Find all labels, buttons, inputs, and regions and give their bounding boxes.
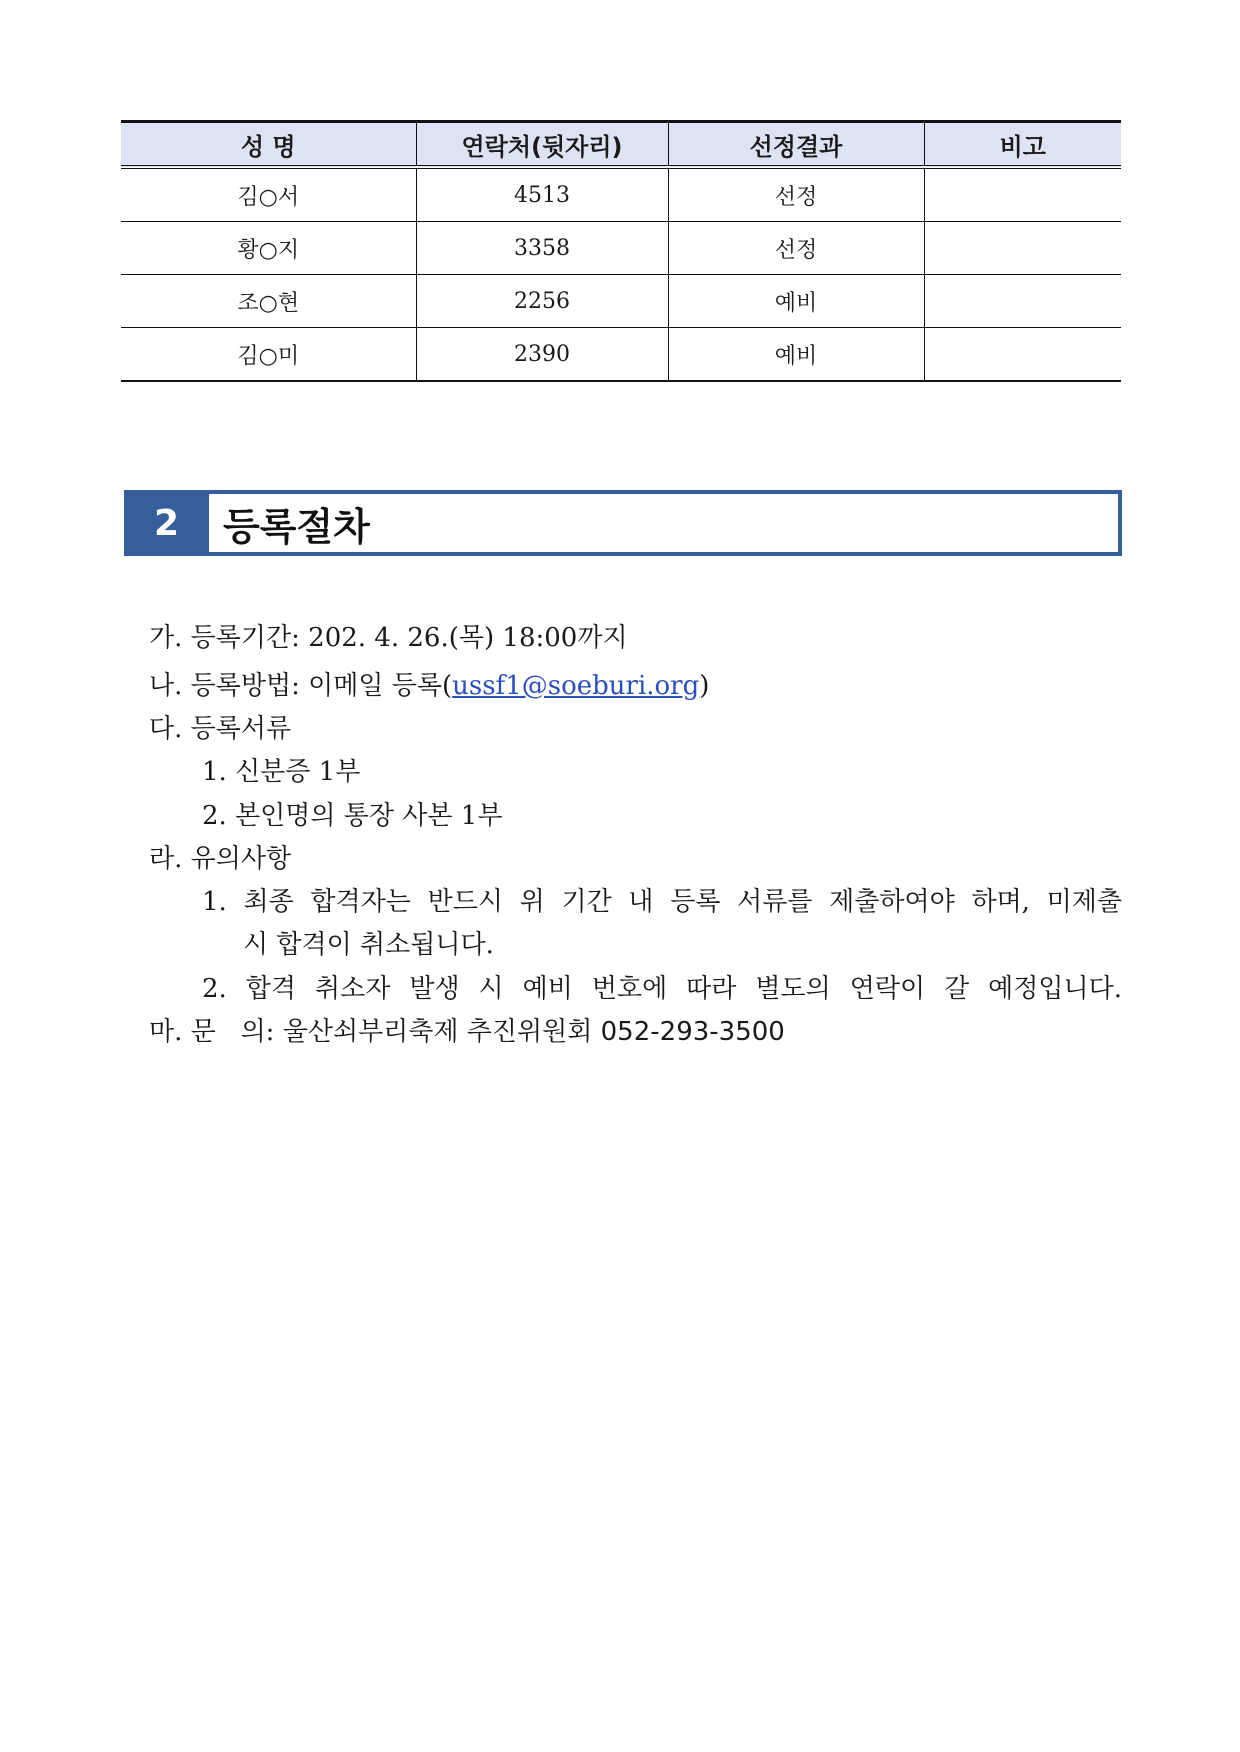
item-registration-period: [149, 617, 628, 654]
note-item-1-line-2: 시 합격이 취소됩니다.: [243, 930, 494, 960]
header-phone: 연락처(뒷자리): [416, 122, 668, 168]
item-notes: [149, 838, 291, 875]
cell-result: 선정: [668, 222, 924, 275]
note-item-2: 2. 합격 취소자 발생 시 예비 번호에 따라 별도의 연락이 갈 예정입니다.: [202, 974, 1122, 1004]
item-label: 등록방법:: [190, 671, 300, 701]
item-marker: 마.: [149, 1017, 183, 1047]
cell-note: [924, 328, 1121, 382]
header-name: 성 명: [121, 122, 416, 168]
cell-name: 김○미: [121, 328, 416, 382]
item-marker: 나.: [149, 671, 183, 701]
item-inquiry: [149, 1011, 785, 1048]
cell-result: 선정: [668, 167, 924, 222]
cell-phone: 4513: [416, 167, 668, 222]
table-row: [121, 222, 1121, 275]
item-value: 202. 4. 26.(목) 18:00까지: [308, 623, 628, 653]
section-header: [124, 490, 1122, 556]
item-registration-documents: [149, 708, 291, 745]
item-label: 등록서류: [190, 714, 292, 744]
table-row: [121, 328, 1121, 382]
item-label: 등록기간:: [190, 623, 300, 653]
cell-name: 황○지: [121, 222, 416, 275]
cell-result: 예비: [668, 275, 924, 328]
cell-result: 예비: [668, 328, 924, 382]
email-link[interactable]: ussf1@soeburi.org: [452, 671, 700, 701]
cell-phone: 3358: [416, 222, 668, 275]
document-item: 2. 본인명의 통장 사본 1부: [202, 801, 503, 831]
table-row: [121, 167, 1121, 222]
table-row: [121, 275, 1121, 328]
item-marker: 가.: [149, 623, 183, 653]
item-value-prefix: 이메일 등록(: [308, 671, 453, 701]
section-number: 2: [124, 490, 209, 556]
cell-note: [924, 275, 1121, 328]
header-result: 선정결과: [668, 122, 924, 168]
selection-result-table: [121, 120, 1121, 382]
cell-name: 조○현: [121, 275, 416, 328]
header-note: 비고: [924, 122, 1121, 168]
cell-note: [924, 167, 1121, 222]
item-marker: 다.: [149, 714, 183, 744]
item-value-suffix: ): [699, 671, 710, 701]
cell-phone: 2256: [416, 275, 668, 328]
cell-name: 김○서: [237, 184, 300, 210]
cell-phone: 2390: [416, 328, 668, 382]
section-title: 등록절차: [209, 490, 1122, 556]
note-item-1-line-1: 1. 최종 합격자는 반드시 위 기간 내 등록 서류를 제출하여야 하며, 미제출: [202, 887, 1122, 917]
table-header-row: [121, 122, 1121, 168]
item-registration-method: [149, 665, 709, 702]
document-item: 1. 신분증 1부: [202, 757, 361, 787]
item-value: 울산쇠부리축제 추진위원회 052-293-3500: [282, 1017, 785, 1047]
item-label: 유의사항: [190, 844, 292, 874]
item-label: 문 의:: [190, 1017, 275, 1047]
item-marker: 라.: [149, 844, 183, 874]
cell-note: [924, 222, 1121, 275]
